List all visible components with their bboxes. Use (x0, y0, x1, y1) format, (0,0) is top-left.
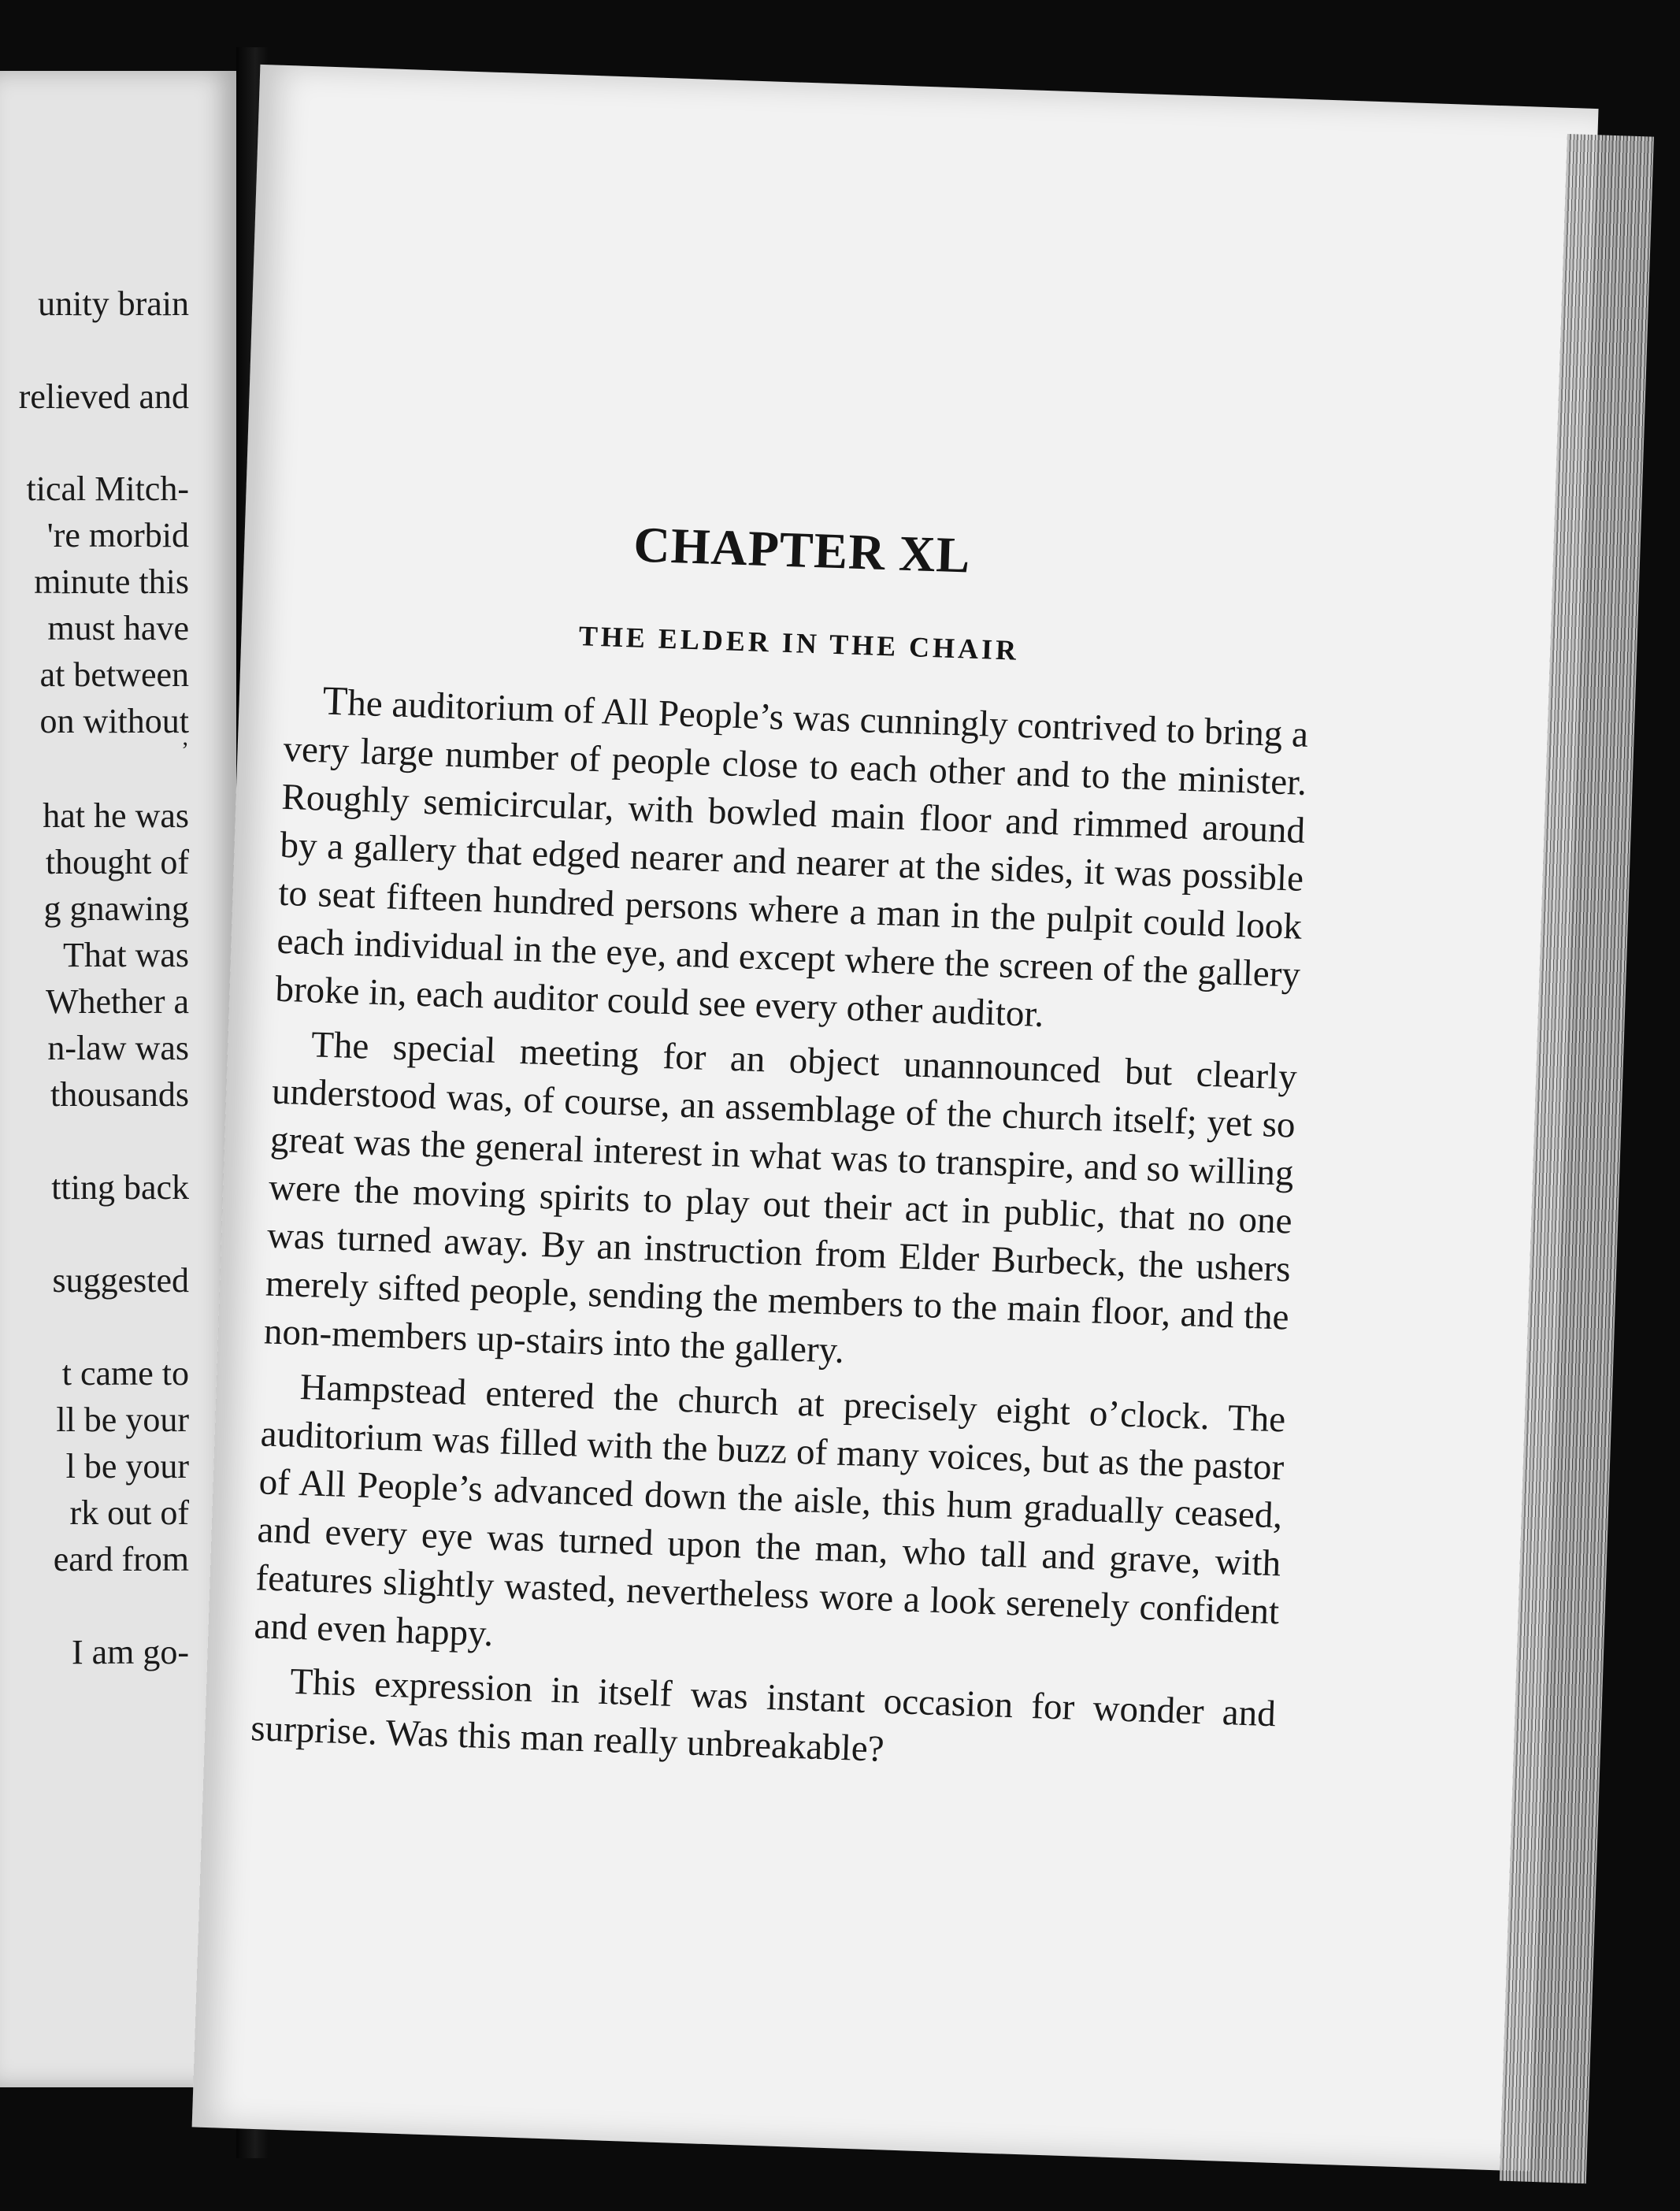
left-page (0, 71, 236, 2087)
left-line: t came to (61, 1354, 189, 1393)
left-line: tting back (51, 1168, 189, 1207)
paragraph: The special meeting for an object unannounced but clearly understood was, of course, an assemblage of the church itself; yet so great was the general interest in what was to transpire, and so willing were the moving spirits to play out their act in public, that no one was turned away. By an instruction from Elder Burbeck, the ushers merely sifted people, sending the members to the main floor, and the non-members up-stairs into the gallery. (263, 1024, 1298, 1371)
left-line: minute this (34, 562, 189, 601)
chapter-text (250, 504, 1315, 1793)
left-line: n-law was (47, 1029, 189, 1067)
left-line: hat he was (43, 796, 189, 835)
left-line: l be your (65, 1447, 189, 1486)
left-line: ’ (181, 737, 189, 763)
paragraph: Hampstead entered the church at precisely eight o’clock. The auditorium was filled with the buzz of many voices, but as the pastor of All People’s advanced down the aisle, this hum gradually ceased, and every eye was turned upon the man, who tall and grave, with features slightly wasted, nevertheless wore a look serenely confident and even happy. (253, 1366, 1287, 1655)
left-line: g gnawing (43, 889, 189, 928)
left-line: must have (47, 609, 189, 647)
paragraph: This expression in itself was instant occasion for wonder and surprise. Was this man really unbreakable? (250, 1660, 1277, 1770)
left-line: I am go- (71, 1633, 189, 1671)
left-line: 're morbid (46, 516, 189, 555)
left-line: relieved and (18, 377, 189, 416)
left-line: That was (62, 936, 189, 974)
left-line: tical Mitch- (26, 469, 189, 508)
left-line: suggested (52, 1261, 189, 1300)
paragraph: The auditorium of All People’s was cunningly contrived to bring a very large number of people close to each other and to the minister. Roughly semicircular, with bowled main floor and rimmed around by a gallery that edged nearer and nearer at the sides, it was possible to seat fifteen hundred persons where a man in the pulpit could look each individual in the eye, and except where the screen of the gallery broke in, each auditor could see every other auditor. (274, 678, 1309, 1036)
left-line: thousands (50, 1075, 189, 1114)
chapter-subtitle: THE ELDER IN THE CHAIR (578, 620, 1020, 666)
left-line: Whether a (46, 982, 189, 1021)
left-line: rk out of (69, 1493, 189, 1532)
left-line: unity brain (38, 284, 189, 323)
left-line: on without (39, 702, 189, 740)
left-line: at between (39, 655, 189, 694)
left-line: thought of (45, 843, 189, 881)
left-line: ll be your (56, 1400, 189, 1439)
chapter-title: CHAPTER XL (632, 516, 972, 584)
left-line: eard from (53, 1540, 189, 1578)
